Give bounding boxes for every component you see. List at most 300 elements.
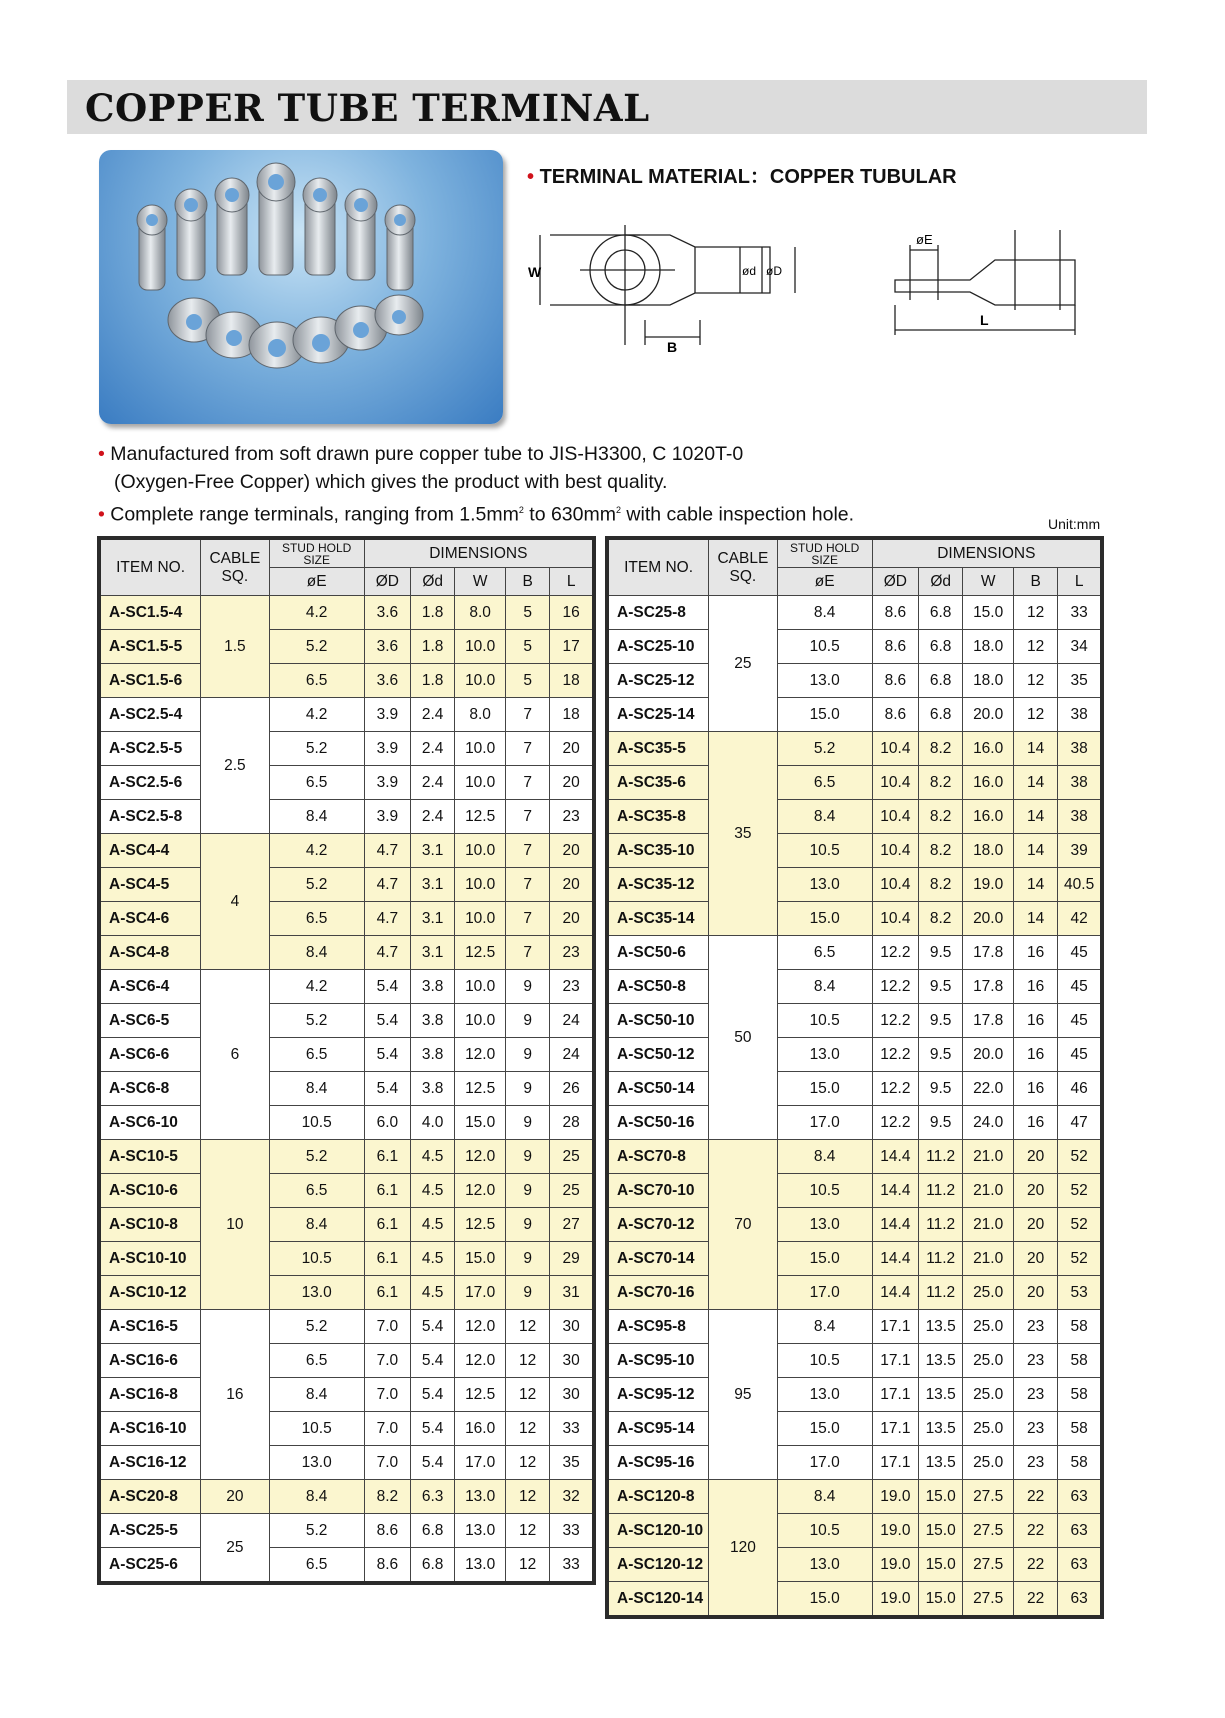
item-no-cell: A-SC6-4	[99, 970, 201, 1004]
length-cell: 20	[550, 902, 594, 936]
b-cell: 12	[506, 1344, 550, 1378]
table-row	[607, 902, 1102, 936]
width-cell: 12.0	[455, 1310, 506, 1344]
id-cell: 1.8	[411, 630, 455, 664]
stud-hole-cell: 5.2	[269, 630, 364, 664]
table-row	[99, 936, 594, 970]
id-cell: 9.5	[919, 1038, 963, 1072]
stud-hole-cell: 8.4	[269, 1480, 364, 1514]
b-cell: 9	[506, 1140, 550, 1174]
id-cell: 11.2	[919, 1140, 963, 1174]
table-row	[99, 664, 594, 698]
b-cell: 22	[1014, 1480, 1058, 1514]
header-stud-hold	[777, 538, 872, 568]
b-cell: 16	[1014, 1072, 1058, 1106]
table-row	[99, 630, 594, 664]
b-cell: 12	[1014, 664, 1058, 698]
b-cell: 23	[1014, 1446, 1058, 1480]
od-cell: 7.0	[364, 1344, 410, 1378]
width-cell: 17.8	[963, 1004, 1014, 1038]
od-cell: 5.4	[364, 1038, 410, 1072]
stud-hole-cell: 4.2	[269, 970, 364, 1004]
od-cell: 12.2	[872, 1038, 918, 1072]
b-cell: 12	[506, 1412, 550, 1446]
length-cell: 58	[1058, 1378, 1102, 1412]
cable-sq-cell: 25	[709, 596, 778, 732]
b-cell: 5	[506, 664, 550, 698]
table-row	[99, 868, 594, 902]
table-row	[99, 1004, 594, 1038]
od-cell: 3.6	[364, 630, 410, 664]
header-stud-hold	[269, 538, 364, 568]
table-row	[607, 1242, 1102, 1276]
terminal-material	[527, 160, 957, 189]
width-cell: 21.0	[963, 1242, 1014, 1276]
cable-sq-cell: 1.5	[201, 596, 270, 698]
bullet-1	[98, 440, 854, 468]
product-photo	[99, 150, 503, 424]
width-cell: 12.5	[455, 1208, 506, 1242]
header-w: W	[455, 568, 506, 596]
item-no-cell: A-SC50-6	[607, 936, 709, 970]
header-phi-d-outer: ØD	[872, 568, 918, 596]
table-row	[607, 1514, 1102, 1548]
stud-hole-cell: 8.4	[269, 936, 364, 970]
length-cell: 40.5	[1058, 868, 1102, 902]
od-cell: 12.2	[872, 1072, 918, 1106]
table-row	[607, 732, 1102, 766]
length-cell: 45	[1058, 936, 1102, 970]
length-cell: 32	[550, 1480, 594, 1514]
length-cell: 18	[550, 664, 594, 698]
id-cell: 6.8	[411, 1548, 455, 1584]
id-cell: 8.2	[919, 766, 963, 800]
od-cell: 17.1	[872, 1344, 918, 1378]
b-cell: 14	[1014, 800, 1058, 834]
item-no-cell: A-SC25-6	[99, 1548, 201, 1584]
table-row	[607, 834, 1102, 868]
table-row	[99, 834, 594, 868]
id-cell: 8.2	[919, 902, 963, 936]
width-cell: 18.0	[963, 664, 1014, 698]
cable-sq-cell: 50	[709, 936, 778, 1140]
b-cell: 9	[506, 1242, 550, 1276]
b-cell: 7	[506, 902, 550, 936]
cable-sq-cell: 16	[201, 1310, 270, 1480]
id-cell: 13.5	[919, 1344, 963, 1378]
cable-sq-cell: 10	[201, 1140, 270, 1310]
od-cell: 10.4	[872, 732, 918, 766]
b-cell: 23	[1014, 1344, 1058, 1378]
b-cell: 7	[506, 834, 550, 868]
header-phi-e: øE	[269, 568, 364, 596]
item-no-cell: A-SC70-14	[607, 1242, 709, 1276]
header-stud-line2: SIZE	[811, 552, 838, 567]
table-row	[99, 1140, 594, 1174]
superscript: 2	[615, 505, 621, 515]
length-cell: 30	[550, 1378, 594, 1412]
width-cell: 12.5	[455, 1072, 506, 1106]
item-no-cell: A-SC35-5	[607, 732, 709, 766]
stud-hole-cell: 4.2	[269, 596, 364, 630]
table-row	[607, 1582, 1102, 1618]
od-cell: 6.1	[364, 1140, 410, 1174]
length-cell: 35	[1058, 664, 1102, 698]
length-cell: 63	[1058, 1548, 1102, 1582]
width-cell: 20.0	[963, 1038, 1014, 1072]
od-cell: 17.1	[872, 1412, 918, 1446]
width-cell: 15.0	[963, 596, 1014, 630]
diagram-label-w: W	[528, 264, 542, 280]
length-cell: 31	[550, 1276, 594, 1310]
table-row	[607, 630, 1102, 664]
width-cell: 17.0	[455, 1276, 506, 1310]
item-no-cell: A-SC6-5	[99, 1004, 201, 1038]
length-cell: 52	[1058, 1140, 1102, 1174]
width-cell: 16.0	[963, 732, 1014, 766]
id-cell: 15.0	[919, 1582, 963, 1618]
header-stud-line1: STUD HOLD	[789, 540, 860, 555]
superscript: 2	[518, 505, 524, 515]
id-cell: 9.5	[919, 1072, 963, 1106]
length-cell: 46	[1058, 1072, 1102, 1106]
length-cell: 53	[1058, 1276, 1102, 1310]
length-cell: 34	[1058, 630, 1102, 664]
item-no-cell: A-SC10-6	[99, 1174, 201, 1208]
width-cell: 10.0	[455, 970, 506, 1004]
item-no-cell: A-SC95-16	[607, 1446, 709, 1480]
od-cell: 14.4	[872, 1174, 918, 1208]
od-cell: 3.9	[364, 766, 410, 800]
table-row	[99, 1174, 594, 1208]
stud-hole-cell: 15.0	[777, 1242, 872, 1276]
od-cell: 6.1	[364, 1208, 410, 1242]
b-cell: 9	[506, 970, 550, 1004]
width-cell: 10.0	[455, 630, 506, 664]
length-cell: 25	[550, 1174, 594, 1208]
id-cell: 4.5	[411, 1140, 455, 1174]
width-cell: 12.0	[455, 1174, 506, 1208]
length-cell: 45	[1058, 1004, 1102, 1038]
id-cell: 3.8	[411, 970, 455, 1004]
diagram-label-l: L	[980, 312, 989, 328]
stud-hole-cell: 10.5	[269, 1412, 364, 1446]
stud-hole-cell: 6.5	[269, 1174, 364, 1208]
b-cell: 12	[506, 1514, 550, 1548]
od-cell: 17.1	[872, 1310, 918, 1344]
material-text: TERMINAL MATERIAL：COPPER TUBULAR	[539, 166, 957, 188]
b-cell: 14	[1014, 766, 1058, 800]
od-cell: 6.0	[364, 1106, 410, 1140]
length-cell: 38	[1058, 732, 1102, 766]
b-cell: 12	[506, 1310, 550, 1344]
b-cell: 9	[506, 1038, 550, 1072]
b-cell: 12	[506, 1446, 550, 1480]
b-cell: 23	[1014, 1412, 1058, 1446]
od-cell: 3.9	[364, 698, 410, 732]
stud-hole-cell: 6.5	[269, 664, 364, 698]
od-cell: 3.9	[364, 732, 410, 766]
item-no-cell: A-SC35-6	[607, 766, 709, 800]
table-row	[607, 1480, 1102, 1514]
od-cell: 7.0	[364, 1446, 410, 1480]
b-cell: 16	[1014, 1038, 1058, 1072]
length-cell: 58	[1058, 1310, 1102, 1344]
od-cell: 8.6	[872, 596, 918, 630]
width-cell: 25.0	[963, 1344, 1014, 1378]
item-no-cell: A-SC70-10	[607, 1174, 709, 1208]
id-cell: 8.2	[919, 868, 963, 902]
header-cable-sq	[201, 538, 270, 596]
b-cell: 5	[506, 630, 550, 664]
length-cell: 58	[1058, 1344, 1102, 1378]
width-cell: 16.0	[455, 1412, 506, 1446]
table-row	[99, 596, 594, 630]
item-no-cell: A-SC16-8	[99, 1378, 201, 1412]
b-cell: 9	[506, 1276, 550, 1310]
od-cell: 4.7	[364, 834, 410, 868]
id-cell: 3.1	[411, 868, 455, 902]
b-cell: 16	[1014, 936, 1058, 970]
bullet-icon: •	[98, 503, 105, 526]
cable-sq-cell: 6	[201, 970, 270, 1140]
length-cell: 63	[1058, 1514, 1102, 1548]
length-cell: 45	[1058, 1038, 1102, 1072]
diagram-label-bigd: øD	[766, 264, 782, 278]
table-row	[607, 1038, 1102, 1072]
diagram-label-b: B	[667, 339, 678, 355]
item-no-cell: A-SC25-14	[607, 698, 709, 732]
width-cell: 8.0	[455, 698, 506, 732]
length-cell: 58	[1058, 1446, 1102, 1480]
length-cell: 28	[550, 1106, 594, 1140]
table-row	[99, 1344, 594, 1378]
id-cell: 15.0	[919, 1548, 963, 1582]
stud-hole-cell: 13.0	[777, 1208, 872, 1242]
width-cell: 22.0	[963, 1072, 1014, 1106]
description	[98, 440, 854, 529]
od-cell: 5.4	[364, 1072, 410, 1106]
length-cell: 38	[1058, 800, 1102, 834]
b-cell: 14	[1014, 868, 1058, 902]
od-cell: 3.6	[364, 664, 410, 698]
b-cell: 7	[506, 800, 550, 834]
od-cell: 5.4	[364, 970, 410, 1004]
item-no-cell: A-SC25-8	[607, 596, 709, 630]
length-cell: 33	[1058, 596, 1102, 630]
od-cell: 12.2	[872, 970, 918, 1004]
unit-label: Unit:mm	[1048, 516, 1101, 532]
table-row	[607, 1548, 1102, 1582]
item-no-cell: A-SC10-5	[99, 1140, 201, 1174]
stud-hole-cell: 17.0	[777, 1276, 872, 1310]
item-no-cell: A-SC25-12	[607, 664, 709, 698]
header-dimensions: DIMENSIONS	[872, 538, 1102, 568]
b-cell: 20	[1014, 1140, 1058, 1174]
bullet-2-part-c: with cable inspection hole.	[621, 503, 855, 526]
header-item-no: ITEM NO.	[607, 538, 709, 596]
item-no-cell: A-SC10-8	[99, 1208, 201, 1242]
stud-hole-cell: 10.5	[777, 1004, 872, 1038]
od-cell: 8.6	[364, 1514, 410, 1548]
od-cell: 8.2	[364, 1480, 410, 1514]
od-cell: 10.4	[872, 902, 918, 936]
stud-hole-cell: 17.0	[777, 1106, 872, 1140]
length-cell: 38	[1058, 698, 1102, 732]
cable-sq-cell: 20	[201, 1480, 270, 1514]
table-row	[99, 1514, 594, 1548]
header-b: B	[1014, 568, 1058, 596]
width-cell: 10.0	[455, 732, 506, 766]
id-cell: 3.1	[411, 902, 455, 936]
b-cell: 20	[1014, 1276, 1058, 1310]
b-cell: 14	[1014, 732, 1058, 766]
width-cell: 25.0	[963, 1378, 1014, 1412]
od-cell: 8.6	[872, 664, 918, 698]
id-cell: 13.5	[919, 1446, 963, 1480]
b-cell: 22	[1014, 1582, 1058, 1618]
od-cell: 10.4	[872, 800, 918, 834]
item-no-cell: A-SC35-10	[607, 834, 709, 868]
od-cell: 12.2	[872, 1004, 918, 1038]
table-row	[99, 766, 594, 800]
terminal-top-diagram	[530, 225, 850, 355]
id-cell: 13.5	[919, 1378, 963, 1412]
stud-hole-cell: 5.2	[269, 868, 364, 902]
item-no-cell: A-SC6-6	[99, 1038, 201, 1072]
table-row	[607, 1446, 1102, 1480]
od-cell: 12.2	[872, 936, 918, 970]
table-row	[99, 732, 594, 766]
od-cell: 6.1	[364, 1242, 410, 1276]
header-cable-line2: SQ.	[221, 567, 249, 585]
table-row	[607, 664, 1102, 698]
od-cell: 7.0	[364, 1412, 410, 1446]
table-row	[607, 596, 1102, 630]
width-cell: 18.0	[963, 630, 1014, 664]
cable-sq-cell: 25	[201, 1514, 270, 1584]
width-cell: 15.0	[455, 1106, 506, 1140]
header-phi-e: øE	[777, 568, 872, 596]
id-cell: 9.5	[919, 1106, 963, 1140]
table-row	[99, 1106, 594, 1140]
header-stud-line1: STUD HOLD	[281, 540, 352, 555]
item-no-cell: A-SC95-10	[607, 1344, 709, 1378]
item-no-cell: A-SC4-4	[99, 834, 201, 868]
item-no-cell: A-SC120-8	[607, 1480, 709, 1514]
od-cell: 4.7	[364, 868, 410, 902]
item-no-cell: A-SC50-14	[607, 1072, 709, 1106]
length-cell: 18	[550, 698, 594, 732]
table-row	[607, 1276, 1102, 1310]
stud-hole-cell: 5.2	[269, 1514, 364, 1548]
table-row	[99, 1412, 594, 1446]
item-no-cell: A-SC25-5	[99, 1514, 201, 1548]
table-row	[99, 902, 594, 936]
od-cell: 8.6	[872, 698, 918, 732]
b-cell: 7	[506, 698, 550, 732]
item-no-cell: A-SC2.5-4	[99, 698, 201, 732]
od-cell: 10.4	[872, 766, 918, 800]
od-cell: 6.1	[364, 1174, 410, 1208]
item-no-cell: A-SC35-14	[607, 902, 709, 936]
id-cell: 6.3	[411, 1480, 455, 1514]
width-cell: 21.0	[963, 1174, 1014, 1208]
item-no-cell: A-SC2.5-8	[99, 800, 201, 834]
id-cell: 2.4	[411, 800, 455, 834]
id-cell: 8.2	[919, 732, 963, 766]
stud-hole-cell: 15.0	[777, 1412, 872, 1446]
table-row	[607, 1004, 1102, 1038]
width-cell: 27.5	[963, 1548, 1014, 1582]
table-row	[99, 698, 594, 732]
item-no-cell: A-SC6-10	[99, 1106, 201, 1140]
table-row	[607, 1208, 1102, 1242]
id-cell: 8.2	[919, 800, 963, 834]
length-cell: 20	[550, 868, 594, 902]
width-cell: 15.0	[455, 1242, 506, 1276]
b-cell: 16	[1014, 1004, 1058, 1038]
id-cell: 11.2	[919, 1242, 963, 1276]
table-row	[607, 800, 1102, 834]
b-cell: 7	[506, 868, 550, 902]
table-row	[607, 1344, 1102, 1378]
b-cell: 9	[506, 1072, 550, 1106]
od-cell: 19.0	[872, 1514, 918, 1548]
length-cell: 20	[550, 732, 594, 766]
table-row	[607, 1174, 1102, 1208]
id-cell: 13.5	[919, 1412, 963, 1446]
table-row	[607, 936, 1102, 970]
b-cell: 20	[1014, 1242, 1058, 1276]
od-cell: 10.4	[872, 834, 918, 868]
stud-hole-cell: 6.5	[269, 902, 364, 936]
length-cell: 30	[550, 1344, 594, 1378]
id-cell: 3.1	[411, 834, 455, 868]
table-row	[607, 1140, 1102, 1174]
length-cell: 42	[1058, 902, 1102, 936]
length-cell: 33	[550, 1514, 594, 1548]
diagram-label-e: øE	[916, 232, 933, 247]
header-row	[99, 538, 594, 568]
od-cell: 5.4	[364, 1004, 410, 1038]
length-cell: 52	[1058, 1208, 1102, 1242]
stud-hole-cell: 10.5	[777, 1174, 872, 1208]
id-cell: 11.2	[919, 1174, 963, 1208]
id-cell: 9.5	[919, 936, 963, 970]
header-stud-line2: SIZE	[303, 552, 330, 567]
width-cell: 10.0	[455, 1004, 506, 1038]
od-cell: 6.1	[364, 1276, 410, 1310]
b-cell: 20	[1014, 1174, 1058, 1208]
table-row	[99, 1242, 594, 1276]
od-cell: 3.9	[364, 800, 410, 834]
width-cell: 17.8	[963, 970, 1014, 1004]
table-row	[99, 1480, 594, 1514]
width-cell: 8.0	[455, 596, 506, 630]
od-cell: 14.4	[872, 1242, 918, 1276]
width-cell: 10.0	[455, 868, 506, 902]
id-cell: 1.8	[411, 664, 455, 698]
spec-table-right	[605, 536, 1104, 1619]
cable-sq-cell: 35	[709, 732, 778, 936]
width-cell: 10.0	[455, 664, 506, 698]
cable-sq-cell: 4	[201, 834, 270, 970]
width-cell: 12.0	[455, 1038, 506, 1072]
stud-hole-cell: 6.5	[777, 766, 872, 800]
width-cell: 13.0	[455, 1548, 506, 1584]
item-no-cell: A-SC16-10	[99, 1412, 201, 1446]
